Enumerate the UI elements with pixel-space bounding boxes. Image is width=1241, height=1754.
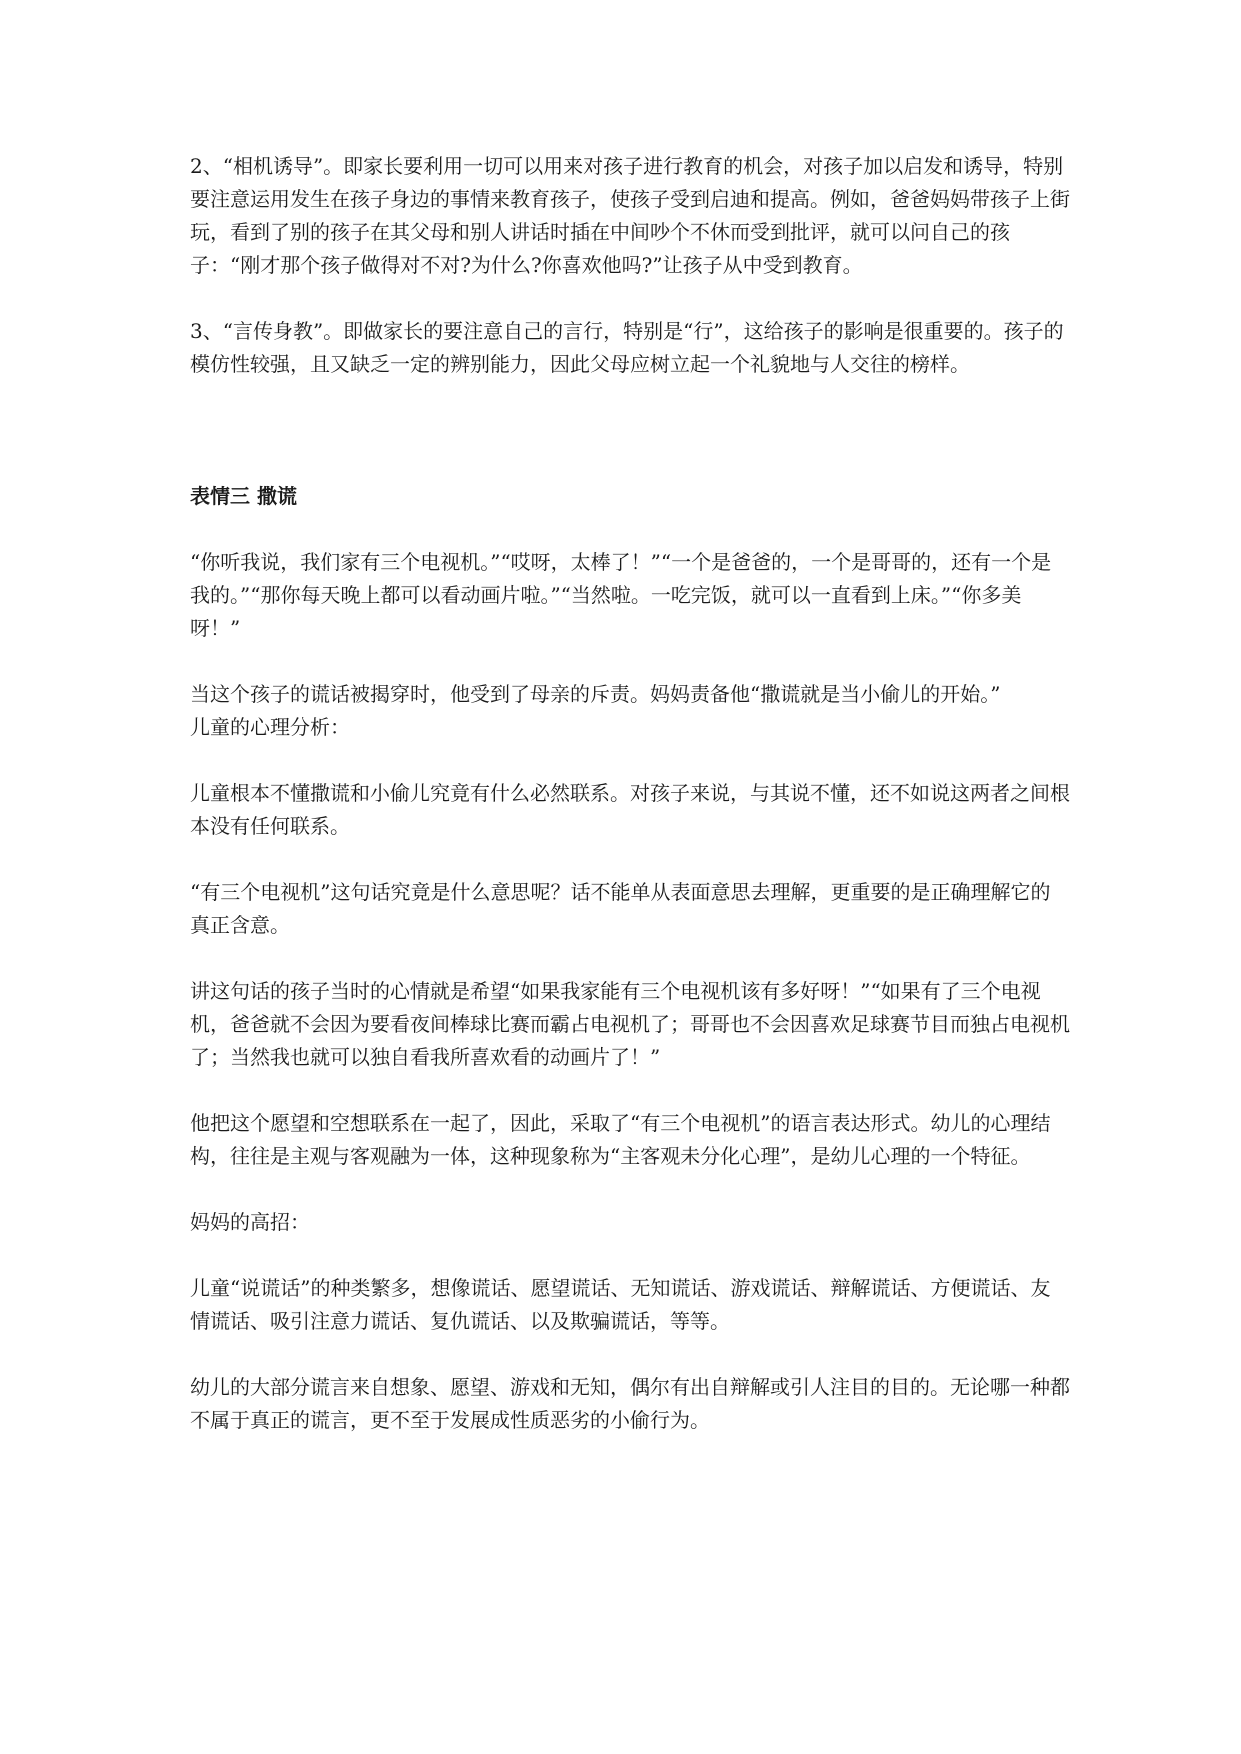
document-body (190, 150, 1070, 1437)
paragraph-no-connection: 儿童根本不懂撒谎和小偷儿究竟有什么必然联系。对孩子来说，与其说不懂，还不如说这两者之间根本没有任何联系。 (190, 781, 1070, 838)
paragraph-sources-of-lies: 幼儿的大部分谎言来自想象、愿望、游戏和无知，偶尔有出自辩解或引人注目的目的。无论哪一种都不属于真正的谎言，更不至于发展成性质恶劣的小偷行为。 (190, 1375, 1070, 1432)
paragraph-types-of-lies: 儿童“说谎话”的种类繁多，想像谎话、愿望谎话、无知谎话、游戏谎话、辩解谎话、方便谎话、友情谎话、吸引注意力谎话、复仇谎话、以及欺骗谎话，等等。 (190, 1276, 1051, 1333)
paragraph-teach-by-example: 3、“言传身教”。即做家长的要注意自己的言行，特别是“行”，这给孩子的影响是很重要的。孩子的模仿性较强，且又缺乏一定的辨别能力，因此父母应树立起一个礼貌地与人交往的榜样。 (190, 319, 1064, 376)
section-heading-lying: 表情三 撒谎 (190, 484, 297, 508)
paragraph-wish: 讲这句话的孩子当时的心情就是希望“如果我家能有三个电视机该有多好呀！”“如果有了三个电视机，爸爸就不会因为要看夜间棒球比赛而霸占电视机了；哥哥也不会因喜欢足球赛节目而独占电视机了；当然我也就可以独自看我所喜欢看的动画片了！” (190, 979, 1070, 1069)
paragraph-undifferentiated-psychology: 他把这个愿望和空想联系在一起了，因此，采取了“有三个电视机”的语言表达形式。幼儿的心理结构，往往是主观与客观融为一体，这种现象称为“主客观未分化心理”，是幼儿心理的一个特征。 (190, 1111, 1051, 1168)
subheading-child-psychology: 儿童的心理分析： (190, 715, 350, 739)
paragraph-meaning: “有三个电视机”这句话究竟是什么意思呢？话不能单从表面意思去理解，更重要的是正确理解它的真正含意。 (190, 880, 1051, 937)
subheading-mother-tips: 妈妈的高招： (190, 1210, 310, 1234)
paragraph-mother-scolds: 当这个孩子的谎话被揭穿时，他受到了母亲的斥责。妈妈责备他“撒谎就是当小偷儿的开始。” (190, 682, 1001, 706)
paragraph-guidance-by-opportunity: 2、“相机诱导”。即家长要利用一切可以用来对孩子进行教育的机会，对孩子加以启发和诱导，特别要注意运用发生在孩子身边的事情来教育孩子，使孩子受到启迪和提高。例如，爸爸妈妈带孩子上街玩，看到了别的孩子在其父母和别人讲话时插在中间吵个不休而受到批评，就可以问自己的孩子：“刚才那个孩子做得对不对?为什么?你喜欢他吗?”让孩子从中受到教育。 (190, 154, 1070, 277)
paragraph-tv-dialogue: “你听我说，我们家有三个电视机。”“哎呀，太棒了！”“一个是爸爸的，一个是哥哥的，还有一个是我的。”“那你每天晚上都可以看动画片啦。”“当然啦。一吃完饭，就可以一直看到上床。”“你多美呀！” (190, 550, 1052, 640)
